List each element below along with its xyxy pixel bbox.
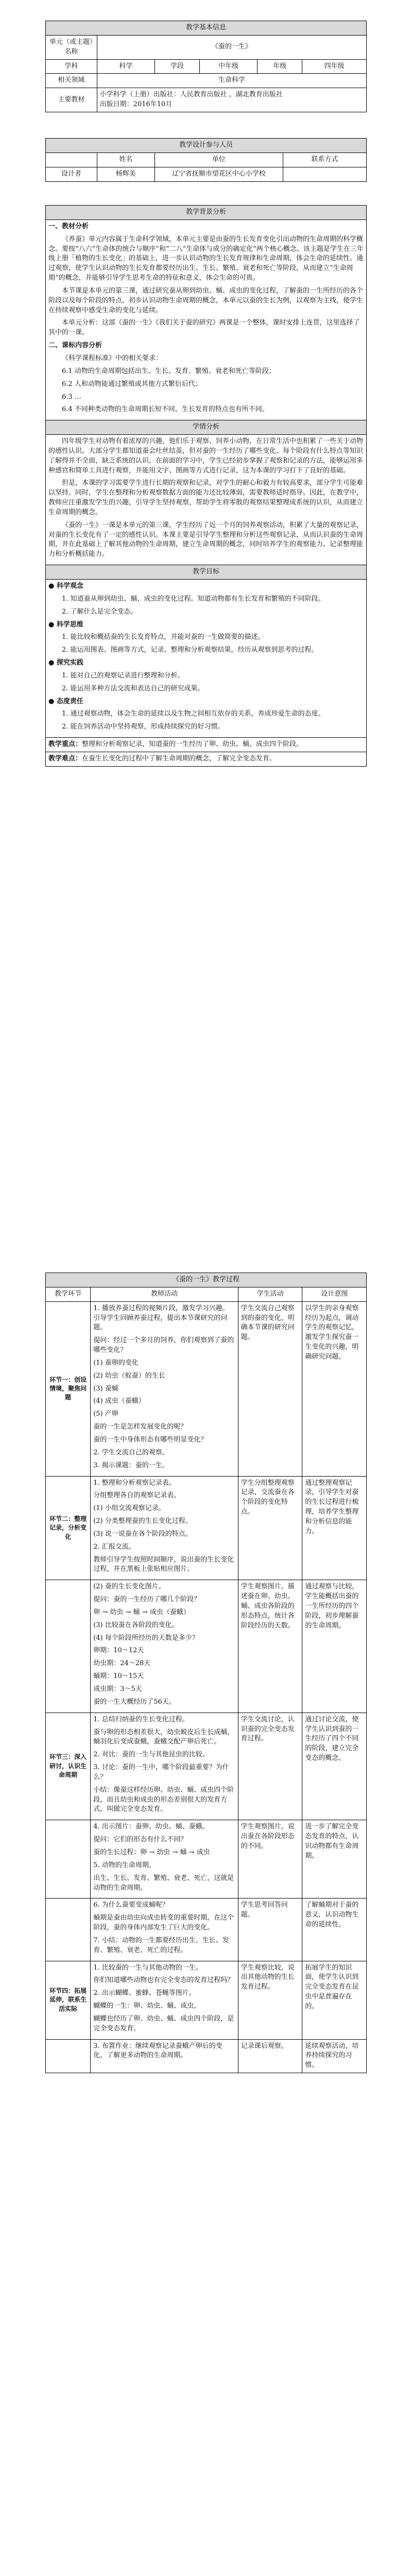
unit-label: 单元（或主题）名称 <box>46 35 97 59</box>
goal-item: 1. 知道蚕从卵到幼虫、蛹、成虫的变化过程。知道动物都有生长发育和繁殖的不同阶段。 <box>62 595 325 603</box>
designer-header-name: 姓名 <box>97 152 154 167</box>
teacher-step: 1. 整理和分析观察记录表。 <box>93 1479 176 1487</box>
process-row <box>46 1899 367 1961</box>
process-stage: 环节四：拓展延伸，联系生活实际 <box>46 1961 91 2039</box>
teacher-step: 提问：它们的形态有什么不同？ <box>93 1836 187 1844</box>
process-stage: 环节二：整理记录，分析变化 <box>46 1476 91 1580</box>
standard-item: 6.2 人和动物能通过繁殖或其他方式繁衍后代； <box>62 380 202 388</box>
process-student: 记录课后观察。 <box>238 2039 302 2073</box>
stage-label: 学段 <box>154 59 199 74</box>
background-body <box>46 219 367 420</box>
process-stage <box>46 2039 91 2073</box>
background-section <box>45 205 367 767</box>
process-teacher <box>91 1580 238 1713</box>
process-student: 学生观察图片，说出蚕在各阶段形态的不同。 <box>238 1820 302 1899</box>
process-header-stage: 教学环节 <box>46 1287 91 1301</box>
process-teacher <box>91 1899 238 1961</box>
teacher-step: 小结：像蚕这样经历卵、幼虫、蛹、成虫四个阶段，而且幼虫和成虫的形态差别很大的发育方式，叫做完全变态发育。 <box>93 1786 234 1814</box>
goal-heading-thinking: ● 科学思维 <box>48 620 83 629</box>
field-label: 相关领域 <box>46 74 97 88</box>
teacher-step: 1. 总结归纳蚕的生长变化过程。 <box>93 1715 189 1723</box>
process-title: 《蚕的一生》教学过程 <box>46 1273 367 1287</box>
teacher-step: (1) 蚕卵的变化 <box>93 1359 139 1367</box>
subject-value: 科学 <box>97 59 154 74</box>
process-row <box>46 1961 367 2039</box>
teacher-step: 你们知道哪些动物也有完全变态的发育过程吗？ <box>93 1976 234 1985</box>
standard-item: 6.3 … <box>62 393 81 401</box>
goal-item: 1. 能比较和概括蚕的生长发育特点，并能对蚕的一生做简要的描述。 <box>62 633 265 641</box>
teacher-step: 教师引导学生按照时间顺序，说出蚕的生长变化过程，并在黑板上张贴相应图片。 <box>93 1555 234 1573</box>
teacher-step: (2) 蚕的生长变化图片。 <box>93 1583 165 1591</box>
process-teacher <box>91 1713 238 1820</box>
process-teacher <box>91 1961 238 2039</box>
designer-contact <box>283 167 367 181</box>
students-p3: 《蚕的一生》一课是本单元的第三课，学生经历了近一个月的饲养观察活动，积累了大量的观察记录，对蚕的生长变化有了一定的感性认识。本课主要是引导学生整理和分析这些观察记录，从而认识蚕的生命周期，并在此基础上了解其他动物的生命周期，建立生命周期的概念，同时培养学生的观察能力、记录整理能力和分析概括能力。 <box>48 521 364 558</box>
teacher-step: 出生、生长、发育、繁殖、衰老、死亡，这就是动物的生命周期。 <box>93 1874 234 1892</box>
teacher-step: 蛹期：10～15天 <box>93 1672 144 1681</box>
goal-item: 2. 了解什么是完全变态。 <box>62 607 138 616</box>
process-intent: 延续观察活动，培养持续探究的习惯。 <box>302 2039 367 2073</box>
teacher-step: 2. 汇报交流。 <box>93 1543 135 1551</box>
unit-value: 《蚕的一生》 <box>97 35 366 59</box>
process-row <box>46 1820 367 1899</box>
students-body <box>46 435 367 565</box>
process-header-student: 学生活动 <box>238 1287 302 1301</box>
teacher-step: 卵 → 幼虫 → 蛹 → 成虫（蚕蛾） <box>93 1608 190 1616</box>
teacher-step: 5. 动物的生命周期。 <box>93 1861 156 1869</box>
textbook-date: 出版日期：2016年10月 <box>99 100 173 109</box>
process-intent: 进一步了解完全变态发育的特点，认识动物都有生命周期。 <box>302 1820 367 1899</box>
difficulty-text: 在蚕生长变化的过程中了解生命周期的概念，了解完全变态发育。 <box>82 754 277 762</box>
process-intent: 通过整理观察记录，引导学生对蚕的生长过程进行梳理，培养学生整理和分析信息的能力。 <box>302 1476 367 1580</box>
field-value: 生命科学 <box>97 74 366 88</box>
teacher-step: (4) 成虫（蚕蛾） <box>93 1397 145 1405</box>
students-p2: 但是，本课的学习需要学生进行长期的观察和记录，对学生的耐心和毅力有较高要求，部分学生可能难以坚持。同时，学生在整理和分析观察数据方面的能力还比较薄弱，需要教师适时指导。因此，在教学中，教师应注重激发学生的兴趣，引导学生坚持观察，帮助学生将零散的观察结果整理成系统的认识，从而建立生命周期的概念。 <box>48 479 364 516</box>
process-intent: 通过讨论交流，使学生认识到蚕的一生经历了四个不同的阶段，建立完全变态的概念。 <box>302 1713 367 1820</box>
standard-heading: 二、课标内容分析 <box>48 342 102 350</box>
teacher-step: (1) 小组交流观察记录。 <box>93 1504 165 1513</box>
basic-info-table <box>45 21 367 112</box>
teacher-step: 2. 出示蝴蝶、蜜蜂、苍蝇等图片。 <box>93 1989 196 1997</box>
process-student: 学生观察比较，说出其他动物的生长发育过程。 <box>238 1961 302 2039</box>
teacher-step: 蚕的一生是怎样发展变化的呢？ <box>93 1423 187 1431</box>
process-row <box>46 1580 367 1713</box>
teacher-step: 分组整理各自的观察记录表。 <box>93 1492 181 1500</box>
process-table <box>45 1273 367 2073</box>
designer-header-unit: 单位 <box>154 152 283 167</box>
teacher-step: 6. 为什么蚕要变成蛹呢？ <box>93 1901 169 1909</box>
teacher-step: 3. 布置作业：继续观察记录蚕蛾产卵后的变化，了解更多动物的生命周期。 <box>93 2042 222 2060</box>
process-stage <box>46 1580 91 1713</box>
process-teacher <box>91 2039 238 2073</box>
goal-item: 2. 能运用图表、图画等方式，记录、整理和分析观察结果，经历从观察到思考的过程。 <box>62 646 318 654</box>
teacher-step: (4) 每个阶段所经历的天数是多少？ <box>93 1634 199 1642</box>
process-header-intent: 设计意图 <box>302 1287 367 1301</box>
process-teacher <box>91 1820 238 1899</box>
teacher-step: 2. 对比：蚕的一生与其他昆虫的比较。 <box>93 1751 209 1759</box>
teacher-step: 7. 小结：动物的一生都要经历出生、生长、发育、繁殖、衰老、死亡的过程。 <box>93 1936 229 1954</box>
background-table <box>45 205 367 767</box>
teacher-step: 蚕的生长过程：卵 → 幼虫 → 蛹 → 成虫 <box>93 1848 210 1856</box>
students-p1: 四年级学生对动物有着浓厚的兴趣，他们乐于观察、饲养小动物，在日常生活中也积累了一些关于动物的感性认识。大部分学生都知道蚕会吐丝结茧，但对蚕的一生经历了哪些变化、每个阶段有什么特点等知识了解得并不全面，缺乏系统的认识。在前面的学习中，学生已经初步掌握了观察和记录的方法，能够运用多种感官和简单工具进行观察，并能用文字、图画等方式进行记录，这为本课的学习打下了良好的基础。 <box>48 437 364 474</box>
standard-item: 6.4 不同种类动物的生命周期长短不同，生长发育的特点也有所不同。 <box>62 405 269 414</box>
goal-item: 1. 通过观察动物，体会生命的延续以及生物之间相互依存的关系，养成珍爱生命的态度。 <box>62 710 325 718</box>
material-heading: 一、教材分析 <box>48 222 89 230</box>
subject-label: 学科 <box>46 59 97 74</box>
teacher-step: 3. 讨论：蚕的一生中，哪个阶段最重要？为什么？ <box>93 1764 229 1781</box>
teacher-step: 4. 出示图片：蚕卵、幼虫、蛹、蚕蛾。 <box>93 1823 209 1831</box>
process-row <box>46 1476 367 1580</box>
process-student: 学生思考回答问题。 <box>238 1899 302 1961</box>
goal-heading-attitude: ● 态度责任 <box>48 697 83 705</box>
teacher-step: 提问：经过一个多月的饲养，你们观察到了蚕的哪些变化？ <box>93 1336 234 1354</box>
goals-title: 教学目标 <box>46 565 367 580</box>
goal-item: 1. 能对自己的观察记录进行整理和分析。 <box>62 671 184 680</box>
process-row <box>46 1301 367 1476</box>
designer-role: 设计者 <box>46 167 97 181</box>
teacher-step: 蚕的一生大概经历了56天。 <box>93 1698 176 1706</box>
teacher-step: (3) 说一说蚕在各个阶段的特点。 <box>93 1530 192 1538</box>
teacher-step: (2) 幼虫（蚁蚕）的生长 <box>93 1371 165 1380</box>
teacher-step: 蝴蝶也经历了卵、幼虫、蛹、成虫四个阶段，是完全变态发育。 <box>93 2014 234 2032</box>
basic-info-title: 教学基本信息 <box>46 21 367 36</box>
teacher-step: 幼虫期：24～28天 <box>93 1659 151 1668</box>
goal-heading-concept: ● 科学观念 <box>48 582 83 590</box>
process-rows <box>46 1301 367 2073</box>
process-teacher <box>91 1301 238 1476</box>
textbook-value <box>97 88 366 112</box>
process-stage <box>46 1820 91 1899</box>
designer-section <box>45 138 367 182</box>
stage-value: 中年级 <box>200 59 258 74</box>
material-p2: 本节课是本单元的第三课，通过研究蚕从卵到幼虫、蛹、成虫的变化过程，了解蚕的一生所经历的各个阶段以及每个阶段的特点，初步认识动物生命周期的概念，本单元以蚕的生长为例，以观察为主线，使学生在持续观察中感受生命的变化与延续。 <box>48 286 364 314</box>
teacher-step: (3) 蚕蛹 <box>93 1384 118 1393</box>
designer-blank <box>46 152 97 167</box>
process-intent: 拓展学生的知识面，使学生认识到完全变态发育在昆虫中是普遍存在的。 <box>302 1961 367 2039</box>
students-title: 学情分析 <box>46 420 367 435</box>
teacher-step: (5) 产卵 <box>93 1410 118 1418</box>
difficulty-label: 教学难点： <box>48 754 82 762</box>
textbook-publisher: 小学科学（上册）出版社：人民教育出版社 ，湖北教育出版社 <box>99 91 283 99</box>
material-p1: 《养蚕》单元内容属于生命科学领域，本单元主要是由蚕的生长发育变化引出动物的生命周期的科学概念。要按“八六”生命体的统合与顺序”和“二八”生命体与成分的确定化“两个核心概念。该主题是学生在三年级上册「植物的生长变化」的基础上，进一步认识动物的生长发育规律和生命周期，体会生命的延续性。通过观察，使学生认识动物的生长发育都要经历出生、生长、繁殖、衰老和死亡等阶段，从而建立“生命周期”的概念，并能够引导学生思考生命的特征和意义，体会生命的可贵。 <box>48 235 364 282</box>
teacher-step: 提问：蚕的一生经历了哪几个阶段？ <box>93 1596 201 1604</box>
teacher-step: 卵期：10～12天 <box>93 1647 144 1655</box>
designer-table <box>45 138 367 182</box>
background-title: 教学背景分析 <box>46 206 367 220</box>
teacher-step: 蚕的一生中身体形态有哪些明显变化？ <box>93 1435 208 1444</box>
process-student: 学生观察图片，描述蚕在卵、幼虫、蛹、成虫各阶段的形态特点，统计各阶段经历的天数。 <box>238 1580 302 1713</box>
process-stage: 环节三：深入研讨，认识生命周期 <box>46 1713 91 1820</box>
teacher-step: 1. 比较蚕的一生与其他动物的一生。 <box>93 1963 202 1972</box>
process-teacher <box>91 1476 238 1580</box>
goals-body <box>46 580 367 738</box>
process-section <box>45 1273 367 2073</box>
key-point <box>46 738 367 752</box>
grade-value: 四年级 <box>302 59 367 74</box>
designer-name: 杨辉美 <box>97 167 154 181</box>
process-student: 学生交流自己观察到的蚕的变化，明确本节课的研究问题。 <box>238 1301 302 1476</box>
teacher-step: 蛹期是蚕由幼虫向成虫转变的重要时期，在这个阶段，蚕的身体内部发生了巨大的变化。 <box>93 1914 234 1932</box>
teacher-step: 蝴蝶的一生：卵、幼虫、蛹、成虫。 <box>93 2002 201 2010</box>
material-p3: 本单元分析：这部《蚕的一生》《我们关于蚕的研究》两课是一个整体，课时安排上连贯，这里选择了其中的一课。 <box>48 319 360 337</box>
process-intent: 通过观察与比较，学生能概括出蚕的一生所经历的四个阶段，初步理解蚕的生命周期。 <box>302 1580 367 1713</box>
process-student: 学生分组整理观察记录，交流蚕在各个阶段的变化特点。 <box>238 1476 302 1580</box>
designer-title: 教学设计参与人员 <box>46 139 367 153</box>
key-text: 整理和分析观察记录，知道蚕的一生经历了卵、幼虫、蛹、成虫四个阶段。 <box>82 740 303 749</box>
process-intent: 了解蛹期对于蚕的意义，认识动物生命的延续性。 <box>302 1899 367 1961</box>
teacher-step: (2) 分类整理蚕的生长变化过程。 <box>93 1517 192 1526</box>
process-student: 学生交流讨论，认识蚕的完全变态发育过程。 <box>238 1713 302 1820</box>
process-row <box>46 2039 367 2073</box>
standard-intro: 《科学课程标准》中的相关要求： <box>62 354 163 362</box>
goal-item: 2. 能在饲养活动中坚持观察，形成持续探究的好习惯。 <box>62 723 225 731</box>
teacher-step: 成虫期：3～5天 <box>93 1685 142 1693</box>
teacher-step: 3. 揭示课题：蚕的一生。 <box>93 1461 169 1469</box>
goal-item: 2. 能运用多种方法交流和表达自己的研究成果。 <box>62 684 204 692</box>
grade-label: 年级 <box>258 59 302 74</box>
teacher-step: (3) 比较蚕在各阶段的变化。 <box>93 1621 179 1629</box>
process-stage: 环节一：创设情境，聚焦问题 <box>46 1301 91 1476</box>
difficult-point <box>46 752 367 766</box>
teacher-step: 1. 播放养蚕过程的视频片段，激发学习兴趣。引导学生回顾养蚕过程，提出本节课研究的问题。 <box>93 1304 229 1332</box>
process-stage <box>46 1899 91 1961</box>
teacher-step: 蚕与卵的形态相差很大，幼虫蜕皮后生长成蛹，蛹羽化后变成蚕蛾，蚕蛾交配产卵后死亡。 <box>93 1728 234 1746</box>
basic-info-section <box>45 21 367 112</box>
teacher-step: 2. 学生交流自己的观察。 <box>93 1448 169 1456</box>
goal-heading-practice: ● 探究实践 <box>48 659 83 667</box>
process-intent: 以学生的亲身观察经历为起点，调动学生的观察记忆，激发学生探究蚕一生变化的兴趣，明确研究问题。 <box>302 1301 367 1476</box>
process-header-teacher: 教师活动 <box>91 1287 238 1301</box>
standard-item: 6.1 动物的生命周期包括出生、生长、发育、繁殖、衰老和死亡等阶段； <box>62 367 276 375</box>
process-row <box>46 1713 367 1820</box>
designer-unit: 辽宁省抚顺市望花区中心小学校 <box>154 167 283 181</box>
textbook-label: 主要教材 <box>46 88 97 112</box>
key-label: 教学重点： <box>48 740 82 749</box>
designer-header-contact: 联系方式 <box>283 152 367 167</box>
